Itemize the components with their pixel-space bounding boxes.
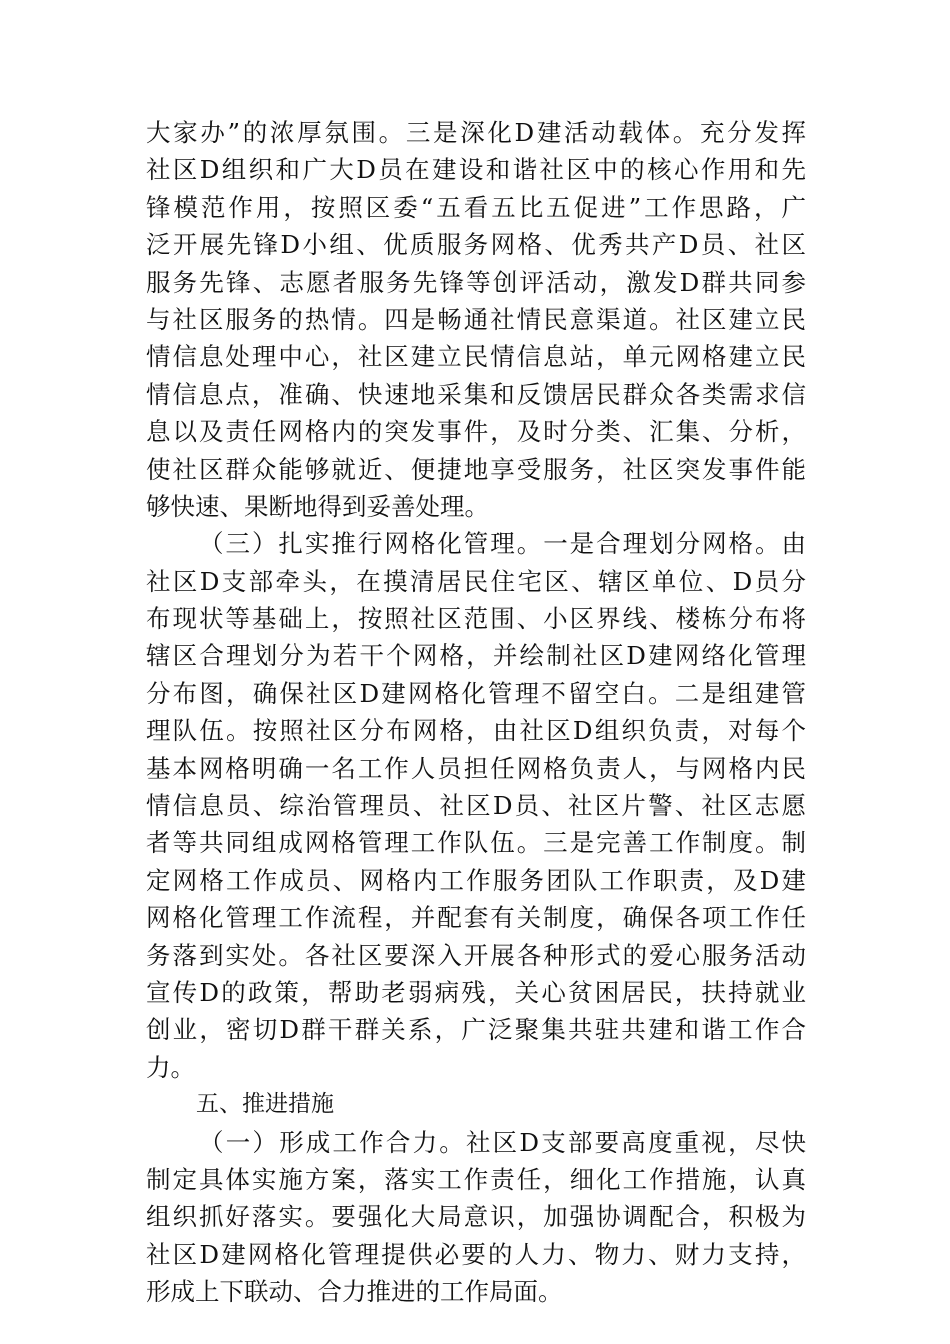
text-line: 大家办”的浓厚氛围。三是深化D建活动载体。充分发挥 bbox=[146, 118, 806, 147]
paragraph-1 bbox=[146, 114, 806, 525]
document-body bbox=[146, 114, 806, 1311]
text-line: 形成上下联动、合力推进的工作局面。 bbox=[146, 1277, 563, 1307]
text-line: 情信息员、综治管理员、社区D员、社区片警、社区志愿 bbox=[146, 791, 806, 821]
text-line: 情信息处理中心，社区建立民情信息站，单元网格建立民 bbox=[146, 342, 806, 372]
paragraph-2 bbox=[146, 525, 806, 1086]
text-line: 力。 bbox=[146, 1052, 195, 1082]
text-line: 定网格工作成员、网格内工作服务团队工作职责，及D建 bbox=[146, 865, 806, 895]
text-line: 宣传D的政策，帮助老弱病残，关心贫困居民，扶持就业 bbox=[146, 977, 806, 1007]
text-line: 与社区服务的热情。四是畅通社情民意渠道。社区建立民 bbox=[146, 304, 806, 334]
text-line: 泛开展先锋D小组、优质服务网格、优秀共产D员、社区 bbox=[146, 230, 806, 260]
text-line: 组织抓好落实。要强化大局意识，加强协调配合，积极为 bbox=[146, 1202, 806, 1232]
text-line: 制定具体实施方案，落实工作责任，细化工作措施，认真 bbox=[146, 1164, 806, 1194]
text-line: 基本网格明确一名工作人员担任网格负责人，与网格内民 bbox=[146, 753, 806, 783]
text-line: 情信息点，准确、快速地采集和反馈居民群众各类需求信 bbox=[146, 379, 806, 409]
text-line: 创业，密切D群干群关系，广泛聚集共驻共建和谐工作合 bbox=[146, 1015, 806, 1045]
paragraph-3 bbox=[146, 1124, 806, 1311]
text-line: 息以及责任网格内的突发事件，及时分类、汇集、分析， bbox=[146, 417, 806, 447]
text-line: （一）形成工作合力。社区D支部要高度重视，尽快 bbox=[199, 1127, 806, 1157]
text-line: 社区D组织和广大D员在建设和谐社区中的核心作用和先 bbox=[146, 155, 806, 185]
text-line: （三）扎实推行网格化管理。一是合理划分网格。由 bbox=[199, 529, 806, 559]
text-line: 社区D支部牵头，在摸清居民住宅区、辖区单位、D员分 bbox=[146, 566, 806, 596]
text-line: 者等共同组成网格管理工作队伍。三是完善工作制度。制 bbox=[146, 828, 806, 858]
text-line: 网格化管理工作流程，并配套有关制度，确保各项工作任 bbox=[146, 903, 806, 933]
text-line: 分布图，确保社区D建网格化管理不留空白。二是组建管 bbox=[146, 678, 806, 708]
text-line: 使社区群众能够就近、便捷地享受服务，社区突发事件能 bbox=[146, 454, 806, 484]
text-line: 理队伍。按照社区分布网格，由社区D组织负责，对每个 bbox=[146, 716, 806, 746]
text-line: 辖区合理划分为若干个网格，并绘制社区D建网络化管理 bbox=[146, 641, 806, 671]
text-line: 布现状等基础上，按照社区范围、小区界线、楼栋分布将 bbox=[146, 604, 806, 634]
text-line: 服务先锋、志愿者服务先锋等创评活动，激发D群共同参 bbox=[146, 267, 806, 297]
text-line: 务落到实处。各社区要深入开展各种形式的爱心服务活动 bbox=[146, 940, 806, 970]
section-heading: 五、推进措施 bbox=[196, 1091, 334, 1118]
text-line: 够快速、果断地得到妥善处理。 bbox=[146, 491, 489, 521]
text-line: 锋模范作用，按照区委“五看五比五促进”工作思路，广 bbox=[146, 192, 806, 222]
text-line: 社区D建网格化管理提供必要的人力、物力、财力支持， bbox=[146, 1239, 806, 1269]
